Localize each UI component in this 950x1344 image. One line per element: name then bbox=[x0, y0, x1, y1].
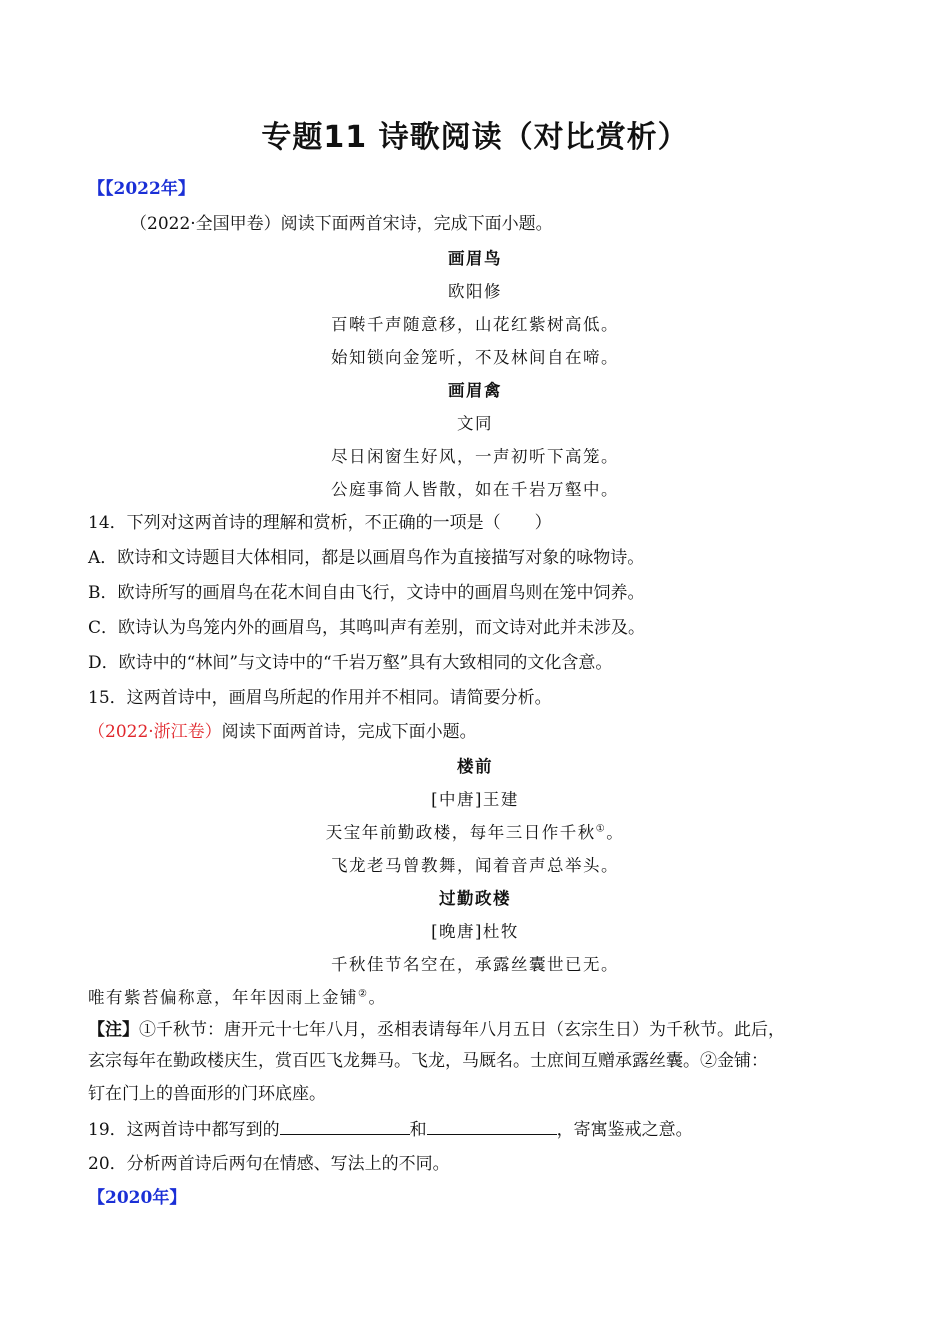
question-15: 15．这两首诗中，画眉鸟所起的作用并不相同。请简要分析。 bbox=[88, 688, 552, 708]
poem3-title: 楼前 bbox=[457, 757, 493, 776]
poem4-title: 过勤政楼 bbox=[439, 889, 511, 908]
poem4-line bbox=[88, 987, 386, 1009]
question-source: （2022·浙江卷） bbox=[88, 722, 222, 742]
notes-line: 钉在门上的兽面形的门环底座。 bbox=[88, 1084, 326, 1104]
question-14-stem: 14．下列对这两首诗的理解和赏析，不正确的一项是（ ） bbox=[88, 513, 552, 533]
question-intro-2 bbox=[88, 721, 477, 743]
question-14-option-c: C．欧诗认为鸟笼内外的画眉鸟，其鸣叫声有差别，而文诗对此并未涉及。 bbox=[88, 618, 646, 638]
poem2-line: 公庭事简人皆散，如在千岩万壑中。 bbox=[331, 480, 619, 499]
poem1-title: 画眉鸟 bbox=[448, 249, 502, 268]
question-19-text: 和 bbox=[409, 1120, 427, 1140]
poem2-line: 尽日闲窗生好风，一声初听下高笼。 bbox=[331, 447, 619, 466]
poem4-author: [晚唐]杜牧 bbox=[431, 922, 519, 941]
question-intro-text: 阅读下面两首诗，完成下面小题。 bbox=[221, 722, 477, 742]
poem3-line: 飞龙老马曾教舞，闻着音声总举头。 bbox=[331, 856, 619, 875]
question-14-option-a: A．欧诗和文诗题目大体相同，都是以画眉鸟作为直接描写对象的咏物诗。 bbox=[88, 548, 645, 568]
poem3-author: [中唐]王建 bbox=[431, 790, 519, 809]
question-19-text: 19．这两首诗中都写到的 bbox=[88, 1120, 280, 1140]
answer-blank[interactable] bbox=[427, 1118, 557, 1135]
question-20: 20．分析两首诗后两句在情感、写法上的不同。 bbox=[88, 1154, 450, 1174]
poem1-line: 百啭千声随意移，山花红紫树高低。 bbox=[331, 315, 619, 334]
poem2-author: 文同 bbox=[457, 414, 493, 433]
poem4-line2-end: 。 bbox=[368, 988, 387, 1007]
question-19 bbox=[88, 1118, 693, 1141]
question-14-option-d: D．欧诗中的“林间”与文诗中的“千岩万壑”具有大致相同的文化含意。 bbox=[88, 653, 613, 673]
poem3-line1-end: 。 bbox=[606, 823, 625, 842]
poem1-author: 欧阳修 bbox=[448, 282, 502, 301]
notes-line: 玄宗每年在勤政楼庆生，赏百匹飞龙舞马。飞龙，马厩名。士庶间互赠承露丝囊。②金铺： bbox=[88, 1051, 768, 1071]
poem4-line: 千秋佳节名空在，承露丝囊世已无。 bbox=[331, 955, 619, 974]
answer-blank[interactable] bbox=[280, 1118, 410, 1135]
question-14-option-b: B．欧诗所写的画眉鸟在花木间自由飞行，文诗中的画眉鸟则在笼中饲养。 bbox=[88, 583, 645, 603]
notes-line bbox=[88, 1019, 785, 1041]
page-title: 专题11 诗歌阅读（对比赏析） bbox=[261, 120, 689, 155]
footnote-marker: ① bbox=[595, 823, 607, 835]
poem1-line: 始知锁向金笼听，不及林间自在啼。 bbox=[331, 348, 619, 367]
question-intro-1: （2022·全国甲卷）阅读下面两首宋诗，完成下面小题。 bbox=[130, 214, 553, 234]
notes-text: ①千秋节：唐开元十七年八月，丞相表请每年八月五日（玄宗生日）为千秋节。此后， bbox=[139, 1020, 785, 1040]
poem3-line1-text: 天宝年前勤政楼，每年三日作千秋 bbox=[325, 823, 596, 842]
question-19-text: ，寄寓鉴戒之意。 bbox=[556, 1120, 693, 1140]
notes-label: 【注】 bbox=[88, 1020, 139, 1040]
section-heading-2020: 【2020年】 bbox=[88, 1188, 187, 1208]
section-heading-2022: 【【2022年】 bbox=[88, 179, 195, 199]
poem4-line2-text: 唯有紫苔偏称意，年年因雨上金铺 bbox=[88, 988, 358, 1007]
poem2-title: 画眉禽 bbox=[448, 381, 502, 400]
poem3-line bbox=[0, 822, 950, 844]
footnote-marker: ② bbox=[358, 988, 369, 1000]
